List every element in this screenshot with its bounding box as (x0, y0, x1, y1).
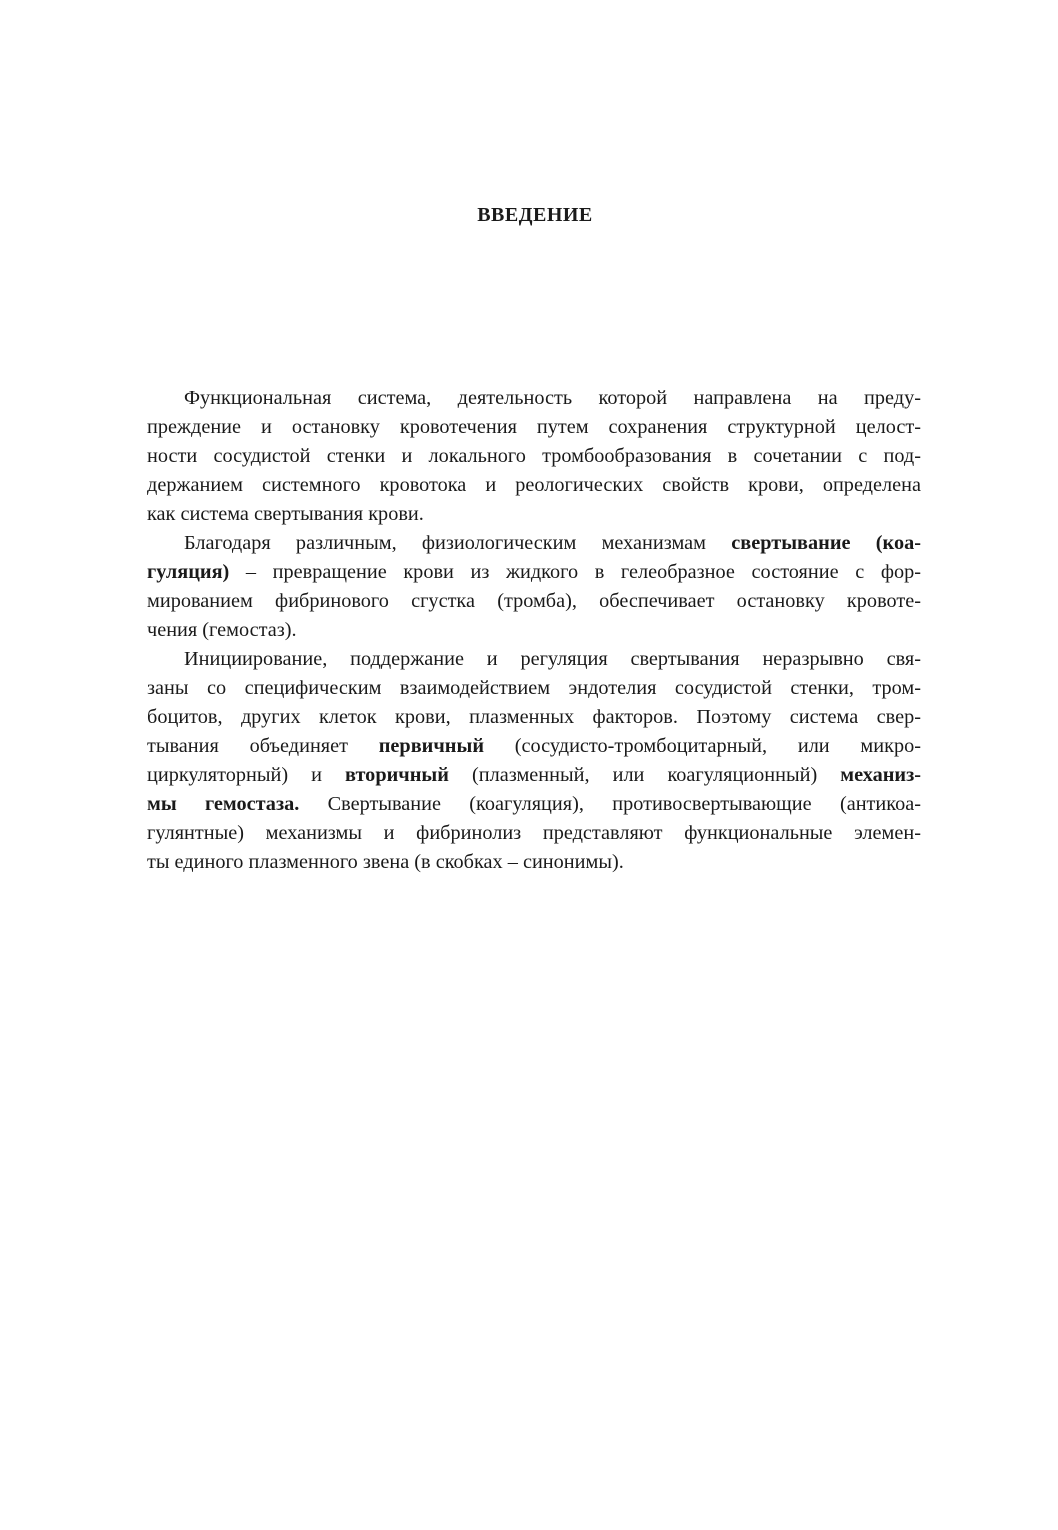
text-line (147, 384, 921, 413)
text-line (147, 558, 921, 587)
text-line (147, 616, 921, 645)
text-run: тывания объединяет (147, 735, 379, 757)
text-run: циркуляторный) и (147, 764, 346, 786)
bold-term: гуляция) (147, 561, 230, 583)
body-text (147, 384, 921, 877)
page-title: ВВЕДЕНИЕ (477, 204, 593, 226)
text-line (147, 413, 921, 442)
bold-term: механиз- (840, 764, 921, 786)
text-run: ты единого плазменного звена (в скобках – синонимы). (147, 851, 624, 873)
text-run: Благодаря различным, физиологическим механизмам (184, 532, 732, 554)
paragraph (147, 384, 921, 529)
text-line (147, 848, 921, 877)
bold-term: мы гемостаза. (147, 793, 300, 815)
paragraph (147, 529, 921, 645)
text-line (147, 674, 921, 703)
bold-term: свертывание (коа- (731, 532, 921, 554)
text-run: – превращение крови из жидкого в гелеобразное состояние с фор- (229, 561, 921, 583)
text-run: боцитов, других клеток крови, плазменных факторов. Поэтому система свер- (147, 706, 921, 728)
text-run: ности сосудистой стенки и локального тромбообразования в сочетании с под- (147, 445, 921, 467)
bold-term: вторичный (345, 764, 449, 786)
text-line (147, 819, 921, 848)
text-line (147, 761, 921, 790)
paragraph (147, 645, 921, 877)
text-line (147, 645, 921, 674)
text-run: держанием системного кровотока и реологических свойств крови, определена (147, 474, 921, 496)
text-run: заны со специфическим взаимодействием эндотелия сосудистой стенки, тром- (147, 677, 921, 699)
text-run: Инициирование, поддержание и регуляция свертывания неразрывно свя- (184, 648, 921, 670)
text-line (147, 703, 921, 732)
text-run: (сосудисто-тромбоцитарный, или микро- (484, 735, 921, 757)
text-line (147, 790, 921, 819)
text-run: Функциональная система, деятельность которой направлена на преду- (184, 387, 921, 409)
text-line (147, 732, 921, 761)
text-run: как система свертывания крови. (147, 503, 424, 525)
text-run: чения (гемостаз). (147, 619, 297, 641)
text-run: гулянтные) механизмы и фибринолиз представляют функциональные элемен- (147, 822, 921, 844)
bold-term: первичный (378, 735, 484, 757)
text-line (147, 587, 921, 616)
text-run: преждение и остановку кровотечения путем сохранения структурной целост- (147, 416, 921, 438)
text-line (147, 529, 921, 558)
text-run: мированием фибринового сгустка (тромба), обеспечивает остановку кровоте- (147, 590, 921, 612)
text-run: Свертывание (коагуляция), противосвертывающие (антикоа- (299, 793, 921, 815)
text-line (147, 500, 921, 529)
text-line (147, 442, 921, 471)
text-run: (плазменный, или коагуляционный) (448, 764, 841, 786)
text-line (147, 471, 921, 500)
